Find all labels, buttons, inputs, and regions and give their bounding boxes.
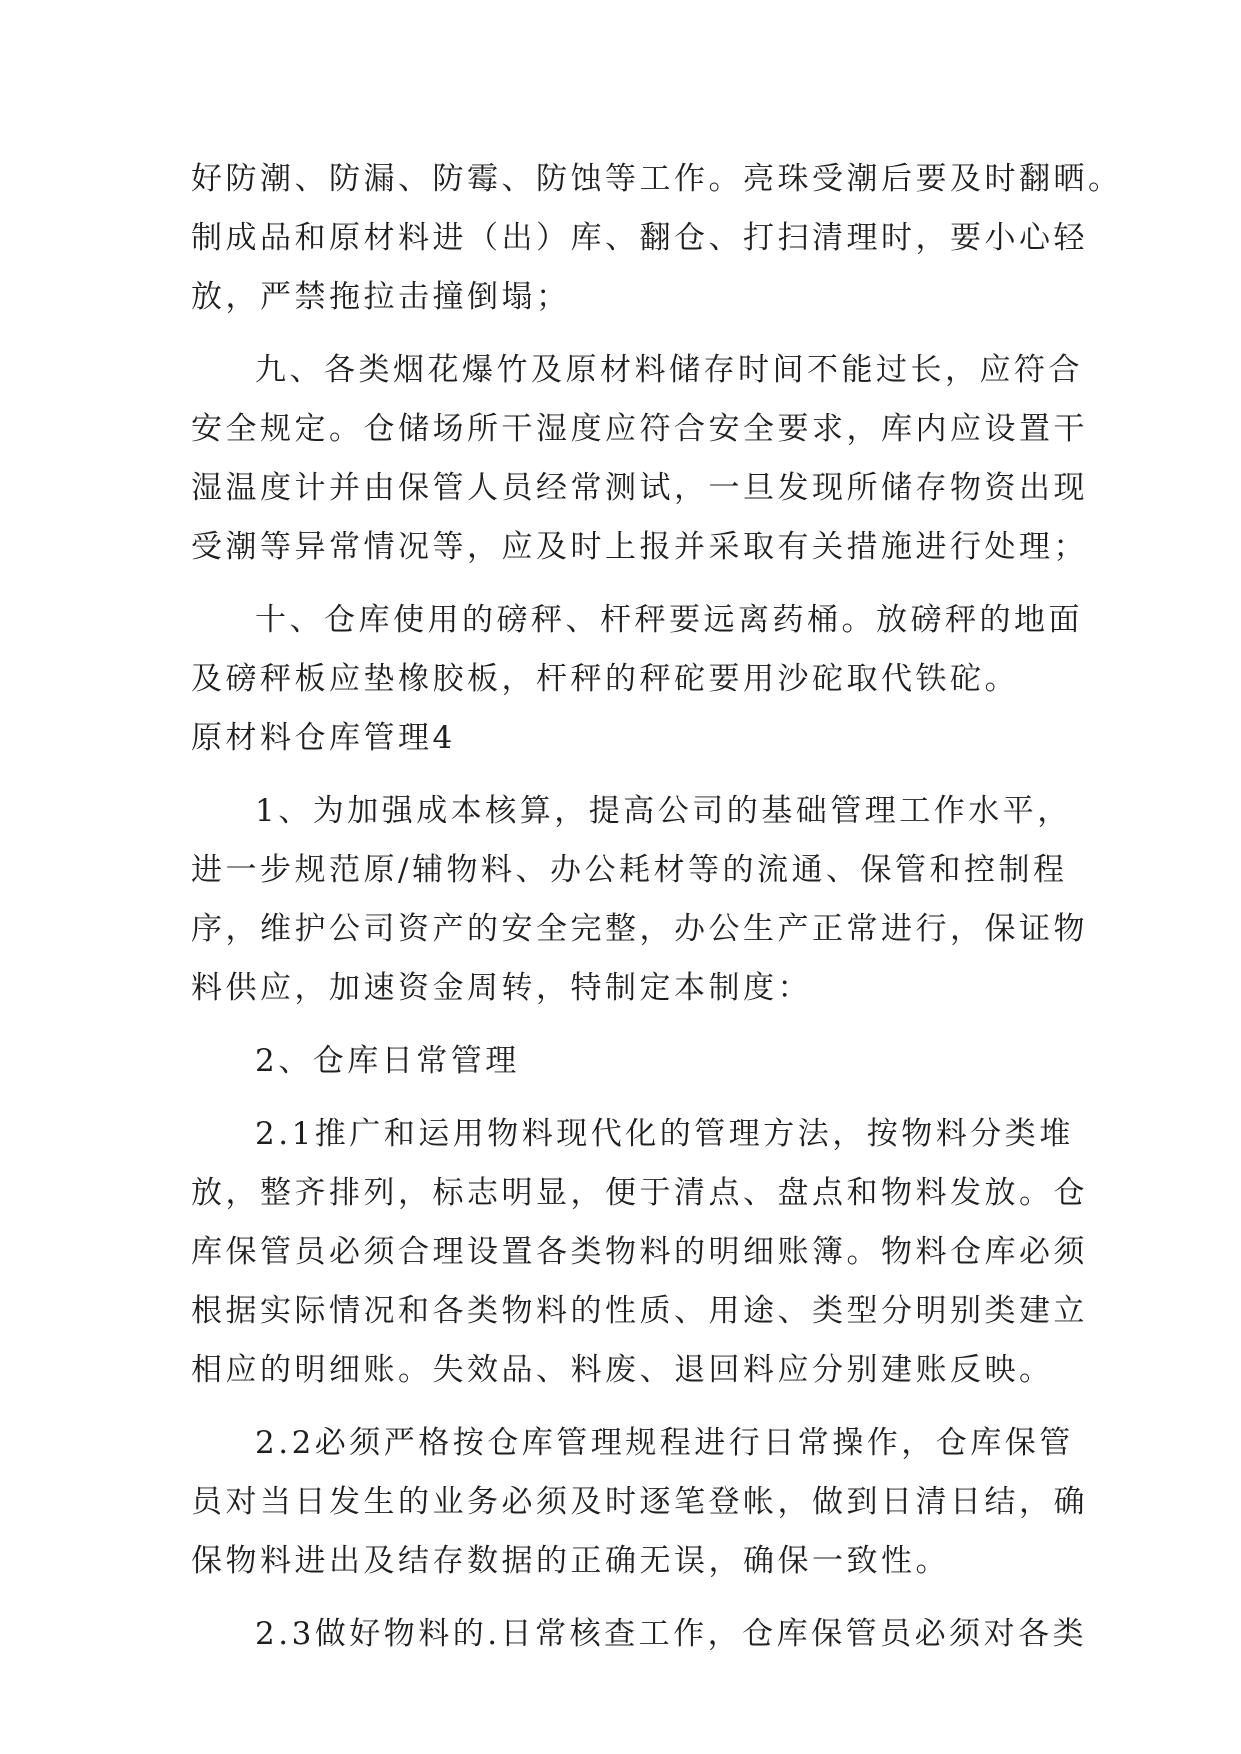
- paragraph-1-start: 1、为加强成本核算，提高公司的基础管理工作水平，: [255, 793, 1072, 829]
- text-line: 及磅秤板应垫橡胶板，杆秤的秤砣要用沙砣取代铁砣。: [191, 661, 1019, 697]
- paragraph-ten-start: 十、仓库使用的磅秤、杆秤要远离药桶。放磅秤的地面: [255, 602, 1083, 638]
- text-line: 受潮等异常情况等，应及时上报并采取有关措施进行处理；: [191, 529, 1088, 565]
- text-line: 员对当日发生的业务必须及时逐笔登帐，做到日清日结，确: [191, 1484, 1088, 1520]
- text-line: 料供应，加速资金周转，特制定本制度：: [191, 970, 812, 1006]
- text-line: 根据实际情况和各类物料的性质、用途、类型分明别类建立: [191, 1293, 1088, 1329]
- text-line: 湿温度计并由保管人员经常测试，一旦发现所储存物资出现: [191, 470, 1088, 506]
- text-line: 保物料进出及结存数据的正确无误，确保一致性。: [191, 1543, 950, 1579]
- text-line: 制成品和原材料进（出）库、翻仓、打扫清理时，要小心轻: [191, 220, 1088, 256]
- text-line: 相应的明细账。失效品、料废、退回料应分别建账反映。: [191, 1352, 1054, 1388]
- section-heading: 原材料仓库管理4: [191, 720, 456, 756]
- subheading-2: 2、仓库日常管理: [255, 1043, 520, 1079]
- text-line: 放，整齐排列，标志明显，便于清点、盘点和物料发放。仓: [191, 1175, 1088, 1211]
- paragraph-2-2-start: 2.2必须严格按仓库管理规程进行日常操作，仓库保管: [255, 1425, 1074, 1461]
- paragraph-2-1-start: 2.1推广和运用物料现代化的管理方法，按物料分类堆: [255, 1116, 1074, 1152]
- text-line: 好防潮、防漏、防霉、防蚀等工作。亮珠受潮后要及时翻晒。: [191, 161, 1123, 197]
- document-body: [191, 156, 1123, 1657]
- text-line: 放，严禁拖拉击撞倒塌；: [191, 279, 571, 315]
- text-line: 序，维护公司资产的安全完整，办公生产正常进行，保证物: [191, 911, 1088, 947]
- paragraph-2-3-start: 2.3做好物料的.日常核查工作，仓库保管员必须对各类: [255, 1616, 1088, 1652]
- text-line: 安全规定。仓储场所干湿度应符合安全要求，库内应设置干: [191, 411, 1088, 447]
- paragraph-nine-start: 九、各类烟花爆竹及原材料储存时间不能过长，应符合: [255, 352, 1083, 388]
- text-line: 库保管员必须合理设置各类物料的明细账簿。物料仓库必须: [191, 1234, 1088, 1270]
- text-line: 进一步规范原/辅物料、办公耗材等的流通、保管和控制程: [191, 852, 1068, 888]
